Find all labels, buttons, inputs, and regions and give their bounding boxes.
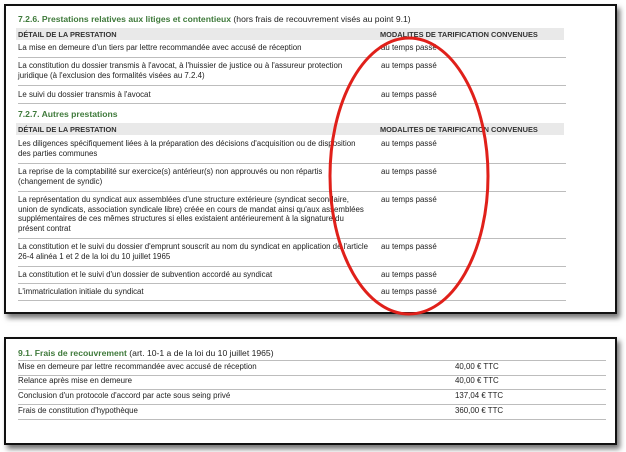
table-row: Le suivi du dossier transmis à l'avocat au temps passé bbox=[18, 90, 566, 104]
fee-row: Frais de constitution d'hypothèque 360,00 € TTC bbox=[18, 405, 606, 420]
table-row: Les diligences spécifiquement liées à la préparation des décisions d'acquisition ou de disposition des parties communes au temps passé bbox=[18, 139, 566, 164]
recovery-fees-panel bbox=[4, 337, 617, 445]
table-row: La constitution et le suivi du dossier d'emprunt souscrit au nom du syndicat en application de l'article 26-4 alinéa 1 et 2 de la loi du 10 juillet 1965 au temps passé bbox=[18, 242, 566, 267]
table-row: La reprise de la comptabilité sur exercice(s) antérieur(s) non approuvés ou non répartis (changement de syndic) au temps passé bbox=[18, 167, 566, 192]
table-header bbox=[16, 123, 564, 135]
fee-row: Relance après mise en demeure 40,00 € TTC bbox=[18, 375, 606, 390]
table-row: La représentation du syndicat aux assemblées d'une structure extérieure (syndicat secondaire, union de syndicats, association syndicale libre) créée en cours de mandat ainsi qu'aux assemblées supplémentaires de ces mêmes structures si elles existaient antérieurement à la signature du présent contrat au temps passé bbox=[18, 195, 566, 239]
section-title-litiges: 7.2.6. Prestations relatives aux litiges et contentieux (hors frais de recouvrement visés au point 9.1) bbox=[18, 14, 411, 24]
section-title-autres: 7.2.7. Autres prestations bbox=[18, 109, 118, 119]
table-row: L'immatriculation initiale du syndicat au temps passé bbox=[18, 287, 566, 301]
fee-row: Conclusion d'un protocole d'accord par acte sous seing privé 137,04 € TTC bbox=[18, 390, 606, 405]
section-title-recouvrement: 9.1. Frais de recouvrement (art. 10-1 a de la loi du 10 juillet 1965) bbox=[18, 348, 274, 358]
table-row: La constitution du dossier transmis à l'avocat, à l'huissier de justice ou à l'assureur protection juridique (à l'exclusion des formalités visées au 7.2.4) au temps passé bbox=[18, 61, 566, 86]
table-row: La mise en demeure d'un tiers par lettre recommandée avec accusé de réception au temps passé bbox=[18, 43, 566, 58]
col-modalites-header: MODALITES DE TARIFICATION CONVENUES bbox=[380, 30, 538, 39]
fee-row: Mise en demeure par lettre recommandée avec accusé de réception 40,00 € TTC bbox=[18, 360, 606, 376]
pricing-table-panel bbox=[4, 4, 617, 314]
col-detail-header: DÉTAIL DE LA PRESTATION bbox=[18, 125, 117, 134]
col-modalites-header: MODALITES DE TARIFICATION CONVENUES bbox=[380, 125, 538, 134]
table-row: La constitution et le suivi d'un dossier de subvention accordé au syndicat au temps passé bbox=[18, 270, 566, 284]
table-header bbox=[16, 28, 564, 40]
col-detail-header: DÉTAIL DE LA PRESTATION bbox=[18, 30, 117, 39]
